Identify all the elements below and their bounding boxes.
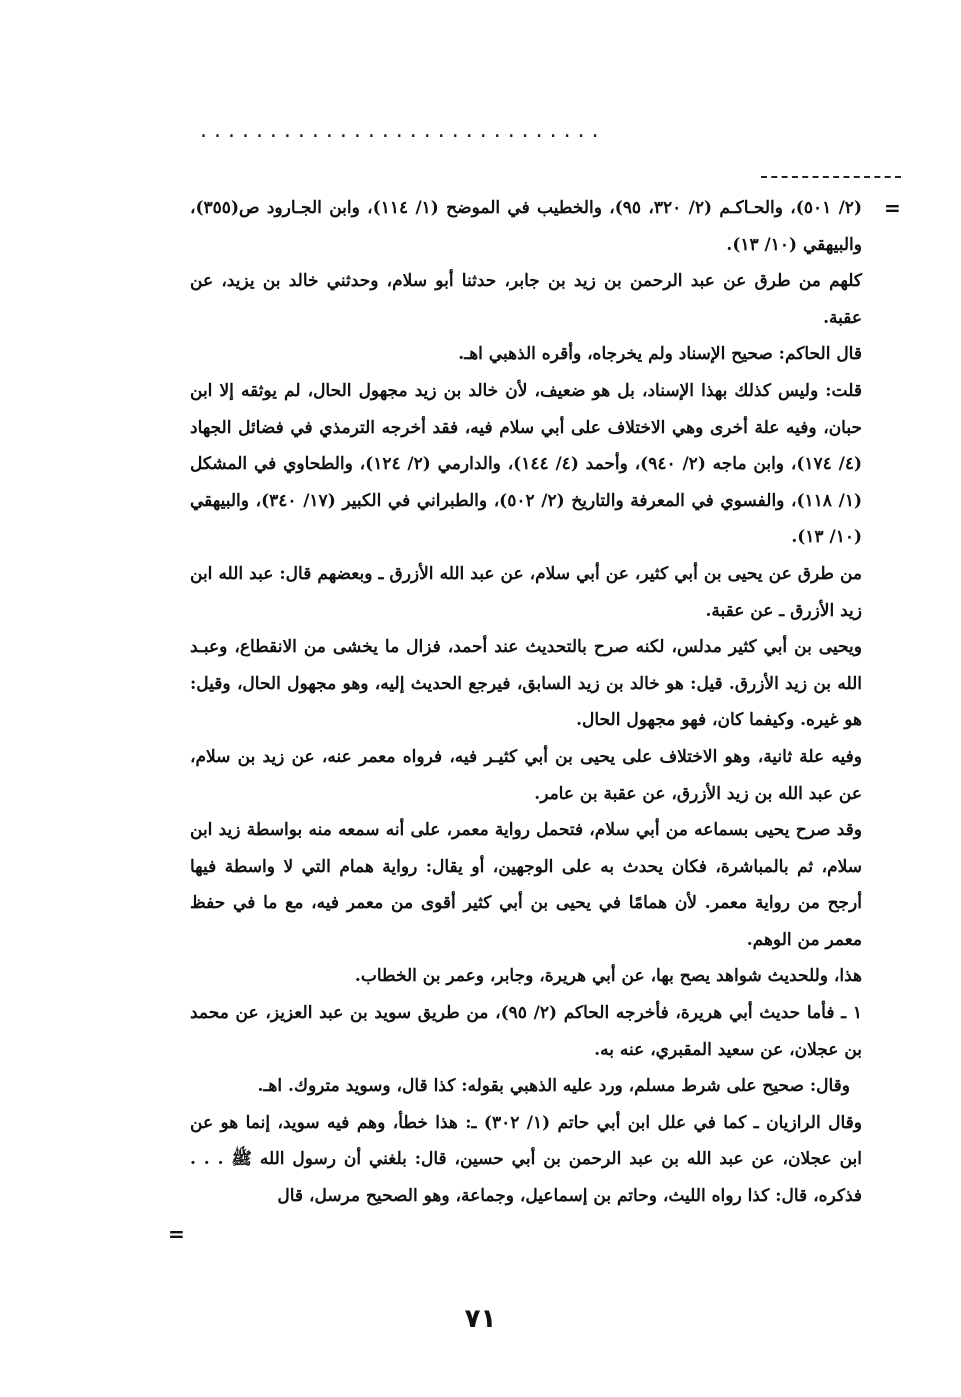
page-number: ٧١ bbox=[464, 1304, 497, 1334]
footnote-paragraph: وقال: صحيح على شرط مسلم، ورد عليه الذهبي بقوله: كذا قال، وسويد متروك. اهـ. bbox=[257, 1076, 850, 1097]
footnote-paragraph: وقد صرح يحيى بسماعه من أبي سلام، فتحمل رواية معمر، على أنه سمعه منه بواسطة زيد ابن سلام، ثم بالمباشرة، فكان يحدث به على الوجهين، أو يقال: رواية همام التي لا واسطة فيها أرجح من رواية معمر. لأن همامًا في يحيى بن أبي كثير أقوى من معمر فيه، مع ما في حفظ معمر من الوهم. bbox=[190, 820, 862, 950]
footnote-paragraph: وفيه علة ثانية، وهو الاختلاف على يحيى بن أبي كثيـر فيه، فرواه معمر عنه، عن زيد بن سلام، عن عبد الله بن زيد الأزرق، عن عقبة بن عامر. bbox=[190, 746, 862, 804]
footnote-paragraph: قال الحاكم: صحيح الإسناد ولم يخرجاه، وأقره الذهبي اهـ. bbox=[458, 344, 862, 365]
footnote-separator bbox=[761, 176, 901, 178]
footnote-paragraph: كلهم من طرق عن عبد الرحمن بن زيد بن جابر، حدثنا أبو سلام، وحدثني خالد بن يزيد، عن عقبة. bbox=[190, 271, 862, 328]
header-dotted-line: . . . . . . . . . . . . . . . . . . . . . . . . . . . . . bbox=[200, 118, 599, 143]
footnote-continuation-mark: = bbox=[884, 196, 901, 220]
footnote-paragraph: ١ ـ فأما حديث أبي هريرة، فأخرجه الحاكم (٢/ ٩٥)، من طريق سويد بن عبد العزيز، عن محمد بن عجلان، عن سعيد المقبري، عنه به. bbox=[190, 1003, 862, 1060]
footnote-paragraph: وقال الرازيان ـ كما في علل ابن أبي حاتم (١/ ٣٠٢) ـ: هذا خطأ، وهم فيه سويد، إنما هو عن ابن عجلان، عن عبد الله بن عبد الرحمن بن أبي حسين، قال: بلغني أن رسول الله ﷺ . . . فذكره، قال: كذا رواه الليث، وحاتم بن إسماعيل، وجماعة، وهو الصحيح مرسل، قال bbox=[190, 1112, 862, 1207]
footnote-paragraph: (٢/ ٥٠١)، والحـاكـم (٢/ ٣٢٠، ٩٥)، والخطيب في الموضح (١/ ١١٤)، وابن الجـارود ص(٣٥٥)، والبيهقي (١٠/ ١٣). bbox=[190, 198, 862, 255]
footnote-end-mark: = bbox=[168, 1222, 185, 1246]
footnote-paragraph: ويحيى بن أبي كثير مدلس، لكنه صرح بالتحديث عند أحمد، فزال ما يخشى من الانقطاع، وعبـد الله بن زيد الأزرق. قيل: هو خالد بن زيد السابق، فيرجع الحديث إليه، وهو مجهول الحال، وقيل: هو غيره. وكيفما كان، فهو مجهول الحال. bbox=[190, 637, 862, 731]
footnote-body bbox=[190, 190, 862, 1215]
footnote-paragraph: هذا، وللحديث شواهد يصح بها، عن أبي هريرة، وجابر، وعمر بن الخطاب. bbox=[354, 966, 862, 987]
footnote-paragraph: قلت: وليس كذلك بهذا الإسناد، بل هو ضعيف، لأن خالد بن زيد مجهول الحال، لم يوثقه إلا ابن حبان، وفيه علة أخرى وهي الاختلاف على أبي سلام فيه، فقد أخرجه الترمذي في فضائل الجهاد (٤/ ١٧٤)، وابن ماجه (٢/ ٩٤٠)، وأحمد (٤/ ١٤٤)، والدارمي (٢/ ١٢٤)، والطحاوي في المشكل (١/ ١١٨)، والفسوي في المعرفة والتاريخ (٢/ ٥٠٢)، والطبراني في الكبير (١٧/ ٣٤٠)، والبيهقي (١٠/ ١٣). bbox=[190, 380, 862, 548]
footnote-paragraph: من طرق عن يحيى بن أبي كثير، عن أبي سلام، عن عبد الله الأزرق ـ وبعضهم قال: عبد الله ابن زيد الأزرق ـ عن عقبة. bbox=[190, 563, 862, 621]
